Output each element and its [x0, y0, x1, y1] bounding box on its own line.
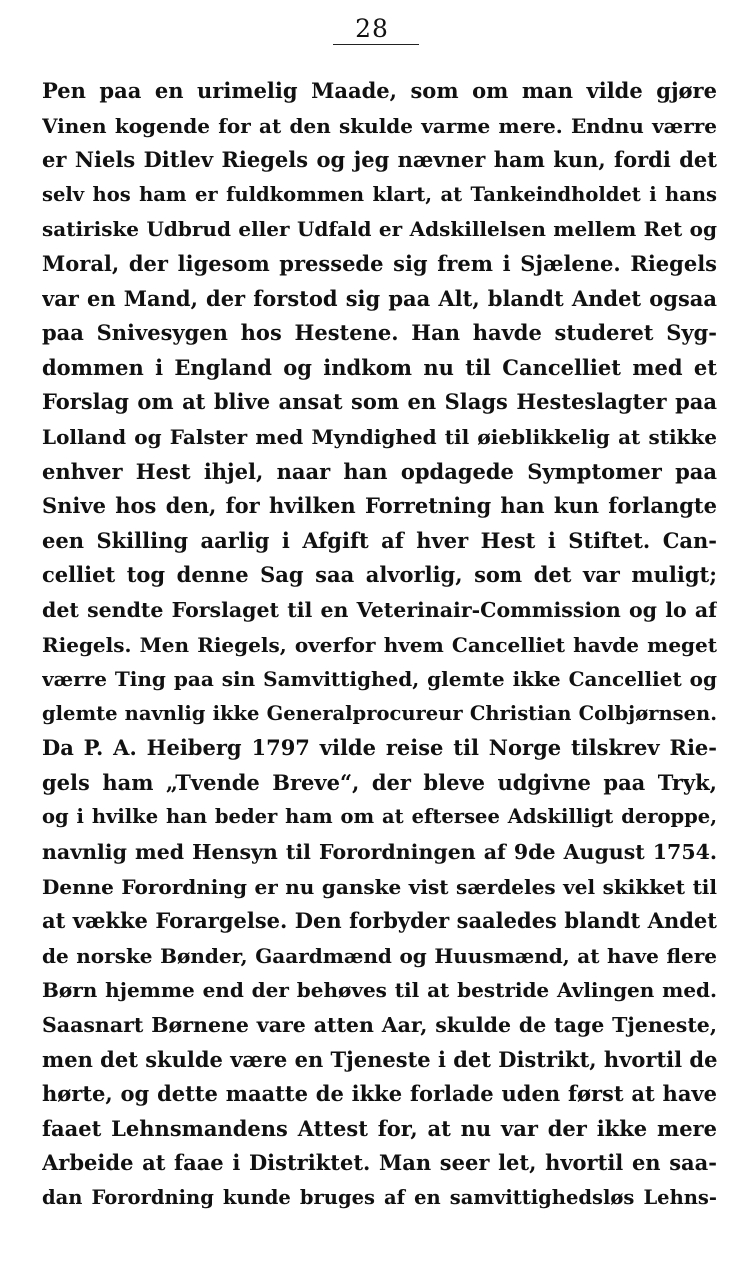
text-line: hørte, og dette maatte de ikke forlade uden først at have	[42, 1081, 717, 1107]
text-line: celliet tog denne Sag saa alvorlig, som det var muligt;	[42, 562, 717, 588]
text-line: faaet Lehnsmandens Attest for, at nu var der ikke mere	[42, 1115, 717, 1141]
text-line: Snive hos den, for hvilken Forretning han kun forlangte	[42, 493, 717, 519]
text-line: selv hos ham er fuldkommen klart, at Tankeindholdet i hans	[42, 182, 717, 206]
text-line: satiriske Udbrud eller Udfald er Adskillelsen mellem Ret og	[42, 217, 717, 242]
text-line: Børn hjemme end der behøves til at bestride Avlingen med.	[42, 978, 717, 1003]
text-line: dan Forordning kunde bruges af en samvittighedsløs Lehns-	[42, 1186, 717, 1209]
text-line: navnlig med Hensyn til Forordningen af 9de August 1754.	[42, 840, 717, 865]
text-line: Da P. A. Heiberg 1797 vilde reise til Norge tilskrev Rie-	[42, 735, 717, 761]
text-line: Riegels. Men Riegels, overfor hvem Cancelliet havde meget	[42, 632, 717, 657]
page-number: 28	[355, 14, 389, 43]
text-line: det sendte Forslaget til en Veterinair-Commission og lo af	[42, 597, 717, 622]
text-line: de norske Bønder, Gaardmænd og Huusmænd, at have flere	[42, 943, 717, 968]
text-line: at vække Forargelse. Den forbyder saaledes blandt Andet	[42, 908, 717, 934]
text-line: Vinen kogende for at den skulde varme mere. Endnu værre	[42, 113, 717, 138]
text-line: og i hvilke han beder ham om at eftersee Adskilligt deroppe,	[42, 805, 717, 829]
text-line: Forslag om at blive ansat som en Slags Hesteslagter paa	[42, 389, 717, 415]
text-line: Saasnart Børnene vare atten Aar, skulde de tage Tjeneste,	[42, 1013, 717, 1038]
text-line: Moral, der ligesom pressede sig frem i Sjælene. Riegels	[42, 250, 717, 276]
text-line: enhver Hest ihjel, naar han opdagede Symptomer paa	[42, 458, 717, 484]
text-line: er Niels Ditlev Riegels og jeg nævner ham kun, fordi det	[42, 147, 717, 173]
text-line: een Skilling aarlig i Afgift af hver Hest i Stiftet. Can-	[42, 527, 717, 553]
text-line: gels ham „Tvende Breve“, der bleve udgivne paa Tryk,	[42, 769, 717, 795]
text-line: Lolland og Falster med Myndighed til øieblikkelig at stikke	[42, 424, 717, 449]
text-line: Arbeide at faae i Distriktet. Man seer let, hvortil en saa-	[42, 1150, 717, 1176]
body-text	[42, 74, 717, 1216]
text-line: paa Snivesygen hos Hestene. Han havde studeret Syg-	[42, 320, 717, 346]
text-line: værre Ting paa sin Samvittighed, glemte ikke Cancelliet og	[42, 667, 717, 692]
header-rule	[333, 44, 419, 45]
text-line: glemte navnlig ikke Generalprocureur Christian Colbjørnsen.	[42, 701, 717, 725]
text-line: Denne Forordning er nu ganske vist særdeles vel skikket til	[42, 874, 717, 899]
text-line: Pen paa en urimelig Maade, som om man vilde gjøre	[42, 78, 717, 103]
text-line: var en Mand, der forstod sig paa Alt, blandt Andet ogsaa	[42, 285, 717, 311]
text-line: men det skulde være en Tjeneste i det Distrikt, hvortil de	[42, 1046, 717, 1072]
text-line: dommen i England og indkom nu til Cancelliet med et	[42, 354, 717, 380]
